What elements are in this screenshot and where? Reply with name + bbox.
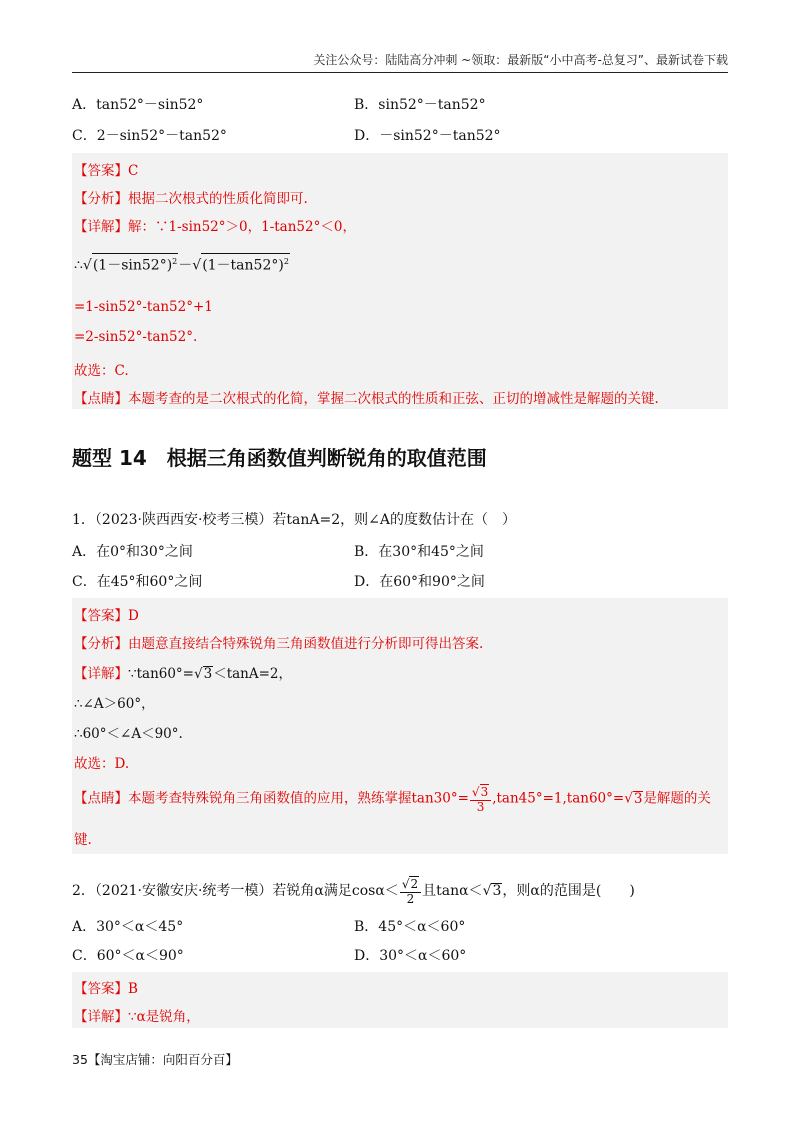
option-a: A．30°＜α＜45° xyxy=(72,919,184,935)
step-line-1: =1-sin52°-tan52°+1 xyxy=(74,299,213,315)
option-a: A．tan52°－sin52° xyxy=(72,97,204,113)
analysis-line: 【分析】根据二次根式的性质化简即可. xyxy=(74,191,308,207)
option-b: B．sin52°－tan52° xyxy=(354,97,486,113)
answer-2-block xyxy=(72,972,728,1028)
answer-1-block xyxy=(72,598,728,854)
question-2-stem: 2．（2021·安徽安庆·统考一模）若锐角α满足cosα＜ $\frac{√2}{2}$ 且tanα＜√3，则α的范围是( ) xyxy=(72,877,635,906)
prev-answer-block xyxy=(72,153,728,409)
comment-line: 【点睛】本题考查的是二次根式的化简，掌握二次根式的性质和正弦、正切的增减性是解题的关键. xyxy=(74,391,659,407)
sqrt-formula: $\therefore√(1-\sin 52^\circ)^2-√(1-\tan 52^\circ)^2$ xyxy=(74,253,290,275)
prev-question-options-row2 xyxy=(72,127,728,145)
detail-line: 【详解】解：∵1-sin52°＞0，1-tan52°＜0， xyxy=(74,219,356,235)
answer-line: 【答案】D xyxy=(74,608,139,624)
page-header: 关注公众号：陆陆高分冲刺 ~领取：最新版“小中高考-总复习”、最新试卷下载 xyxy=(72,50,728,73)
question-1-stem: 1．（2023·陕西西安·校考三模）若tanA=2，则∠A的度数估计在（ ） xyxy=(72,512,517,528)
answer-line: 【答案】C xyxy=(74,163,139,179)
answer-line: 【答案】B xyxy=(74,981,138,997)
option-d: D．－sin52°－tan52° xyxy=(354,128,501,144)
option-c: C．在45°和60°之间 xyxy=(72,574,203,590)
comment-line: 【点睛】本题考查特殊锐角三角函数值的应用，熟练掌握tan30°= $\frac{√3}{3}$ ,tan45°=1,tan60°=√3是解题的关 xyxy=(74,785,711,814)
inference-line-2: ∴60°＜∠A＜90°. xyxy=(74,726,183,742)
option-b: B．在30°和45°之间 xyxy=(354,544,484,560)
detail-line: 【详解】∵α是锐角， xyxy=(74,1009,200,1025)
prev-question-options-row1 xyxy=(72,96,728,114)
inference-line-1: ∴∠A＞60°， xyxy=(74,696,155,712)
option-c: C．2－sin52°－tan52° xyxy=(72,128,227,144)
choose-line: 故选：C. xyxy=(74,363,129,379)
question-2-options-row2 xyxy=(72,947,728,965)
page-footer: 35【淘宝店铺：向阳百分百】 xyxy=(72,1052,238,1067)
detail-line: 【详解】∵tan60°=√3＜tanA=2， xyxy=(74,666,293,682)
option-a: A．在0°和30°之间 xyxy=(72,544,193,560)
comment-wrap-line: 键. xyxy=(74,832,92,848)
question-1-options-row2 xyxy=(72,573,728,591)
step-line-2: =2-sin52°-tan52°. xyxy=(74,329,198,345)
option-b: B．45°＜α＜60° xyxy=(354,919,466,935)
analysis-line: 【分析】由题意直接结合特殊锐角三角函数值进行分析即可得出答案. xyxy=(74,636,484,652)
question-2-options-row1 xyxy=(72,918,728,936)
section-title: 题型 14 根据三角函数值判断锐角的取值范围 xyxy=(72,446,487,470)
option-d: D．在60°和90°之间 xyxy=(354,574,485,590)
question-1-options-row1 xyxy=(72,543,728,561)
option-d: D．30°＜α＜60° xyxy=(354,948,467,964)
option-c: C．60°＜α＜90° xyxy=(72,948,184,964)
choose-line: 故选：D. xyxy=(74,756,130,772)
